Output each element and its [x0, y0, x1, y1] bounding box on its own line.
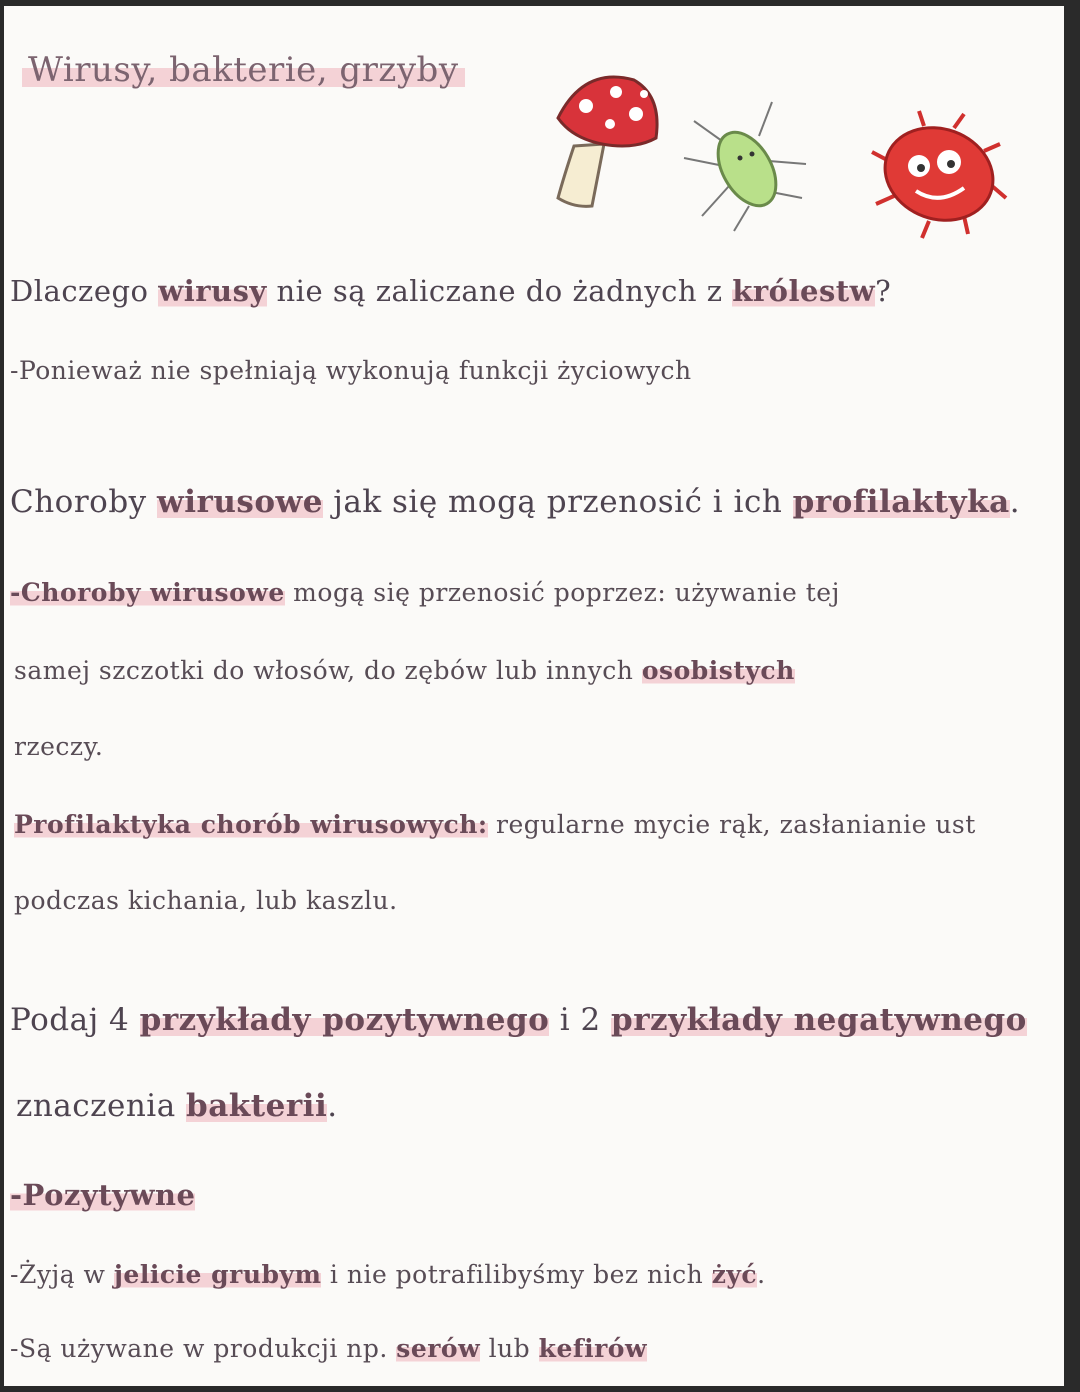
positive-item-2: -Są używane w produkcji np. serów lub kefirów [10, 1334, 647, 1363]
question-viruses: Dlaczego wirusy nie są zaliczane do żadnych z królestw? [10, 274, 892, 308]
question-viral-diseases: Choroby wirusowe jak się mogą przenosić i ich profilaktyka. [10, 484, 1021, 520]
page-title: Wirusy, bakterie, grzyby [22, 50, 465, 90]
answer-prevention-line-2: podczas kichania, lub kaszlu. [14, 886, 398, 915]
answer-transmission-line-3: rzeczy. [14, 732, 104, 761]
illustrations [544, 66, 1014, 266]
answer-transmission-line-2: samej szczotki do włosów, do zębów lub innych osobistych [14, 656, 795, 685]
question-bacteria-line-2: znaczenia bakterii. [16, 1088, 338, 1124]
answer-viruses: -Ponieważ nie spełniają wykonują funkcji życiowych [10, 356, 692, 385]
notebook-page [4, 6, 1064, 1386]
bacterium-icon [684, 102, 806, 231]
positive-item-1: -Żyją w jelicie grubym i nie potrafilibyśmy bez nich żyć. [10, 1260, 766, 1289]
answer-prevention-line-1: Profilaktyka chorób wirusowych: regularne mycie rąk, zasłanianie ust [14, 810, 976, 839]
question-bacteria-line-1: Podaj 4 przykłady pozytywnego i 2 przykłady negatywnego [10, 1002, 1027, 1038]
positive-heading: -Pozytywne [10, 1178, 196, 1212]
answer-transmission-line-1: -Choroby wirusowe mogą się przenosić poprzez: używanie tej [10, 578, 840, 607]
virus-icon [872, 111, 1006, 238]
mushroom-icon [558, 77, 657, 206]
